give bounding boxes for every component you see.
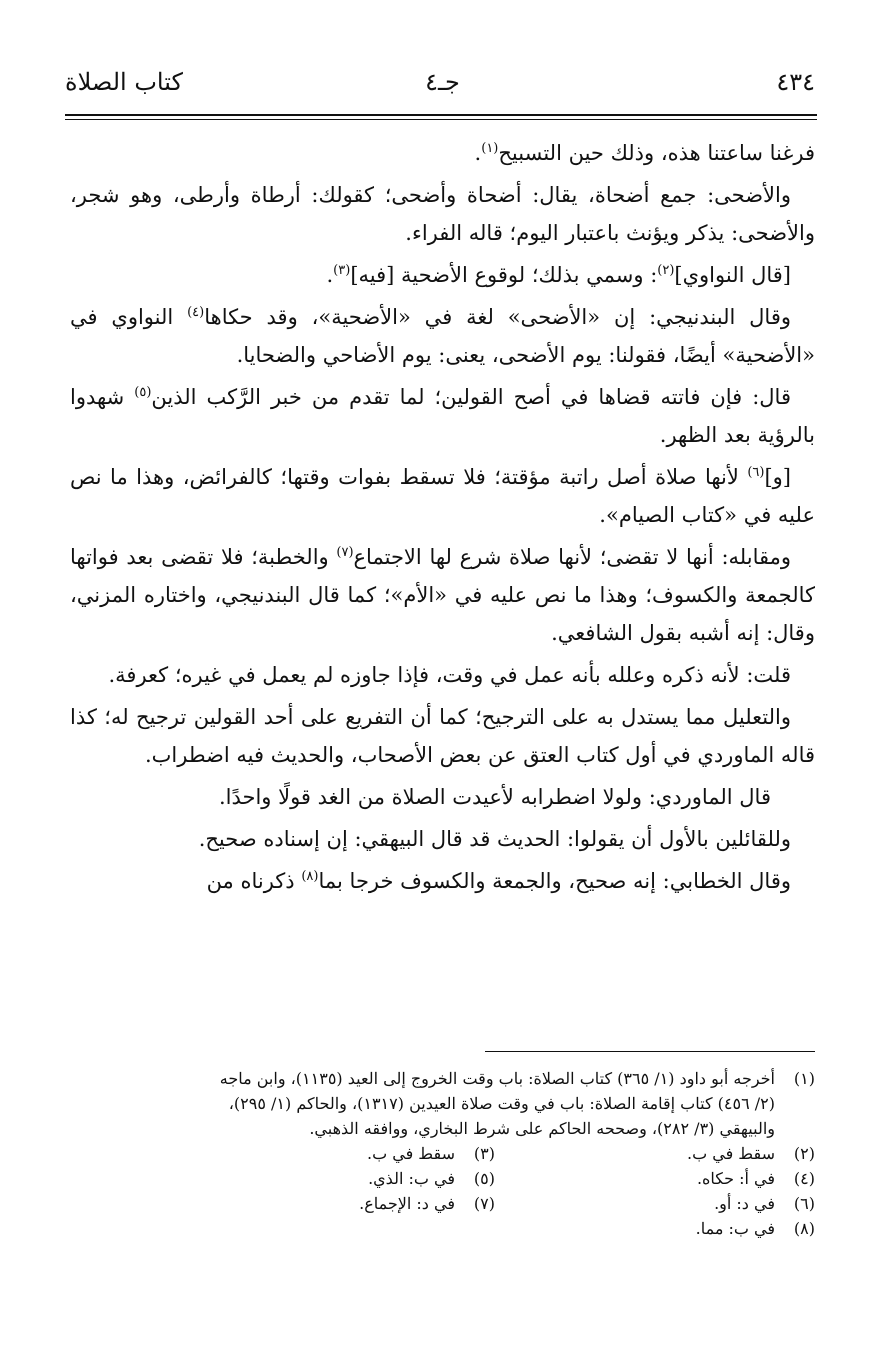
footnote-row [70, 1141, 815, 1166]
footnote-continuation: (٢/ ٤٥٦) كتاب إقامة الصلاة: باب في وقت صلاة العيدين (١٣١٧)، والحاكم (١/ ٢٩٥)، [228, 1094, 775, 1113]
footnote-ref[interactable]: (٨) [301, 869, 319, 884]
footnote-row [70, 1166, 815, 1191]
paragraph: وقال الخطابي: إنه صحيح، والجمعة والكسوف خرجا بما$^{(٨)}$ ذكرناه من [206, 869, 791, 893]
paragraph: والتعليل مما يستدل به على الترجيح؛ كما أن التفريع على أحد القولين ترجيح له؛ كذا قاله الماوردي في أول كتاب العتق عن بعض الأصحاب، والحديث فيه اضطراب. [70, 705, 815, 767]
footnote: (٨)في ب: مما. [695, 1219, 815, 1238]
volume-label: جـ٤ [425, 68, 460, 96]
footnotes [70, 1066, 815, 1241]
footnote-ref[interactable]: (٧) [336, 545, 354, 560]
footnote: (٤)في أ: حكاه. [696, 1169, 815, 1188]
footnote-ref[interactable]: (٢) [657, 263, 675, 278]
main-text [70, 134, 815, 904]
paragraph: قال الماوردي: ولولا اضطرابه لأعيدت الصلاة من الغد قولًا واحدًا. [218, 785, 771, 809]
header-rule [65, 114, 817, 116]
paragraph: [قال النواوي]$^{(٢)}$: وسمي بذلك؛ لوقوع الأضحية [فيه]$^{(٣)}$. [326, 263, 791, 287]
page-number: ٤٣٤ [776, 68, 815, 96]
footnote-ref[interactable]: (١) [481, 141, 499, 156]
paragraph: ومقابله: أنها لا تقضى؛ لأنها صلاة شرع لها الاجتماع$^{(٧)}$ والخطبة؛ فلا تقضى بعد فواتها كالجمعة والكسوف؛ وهذا ما نص عليه في «الأم»؛ كما قال البندنيجي، واختاره المزني، وقال: إنه أشبه بقول الشافعي. [70, 545, 815, 645]
footnote-number: (١) [793, 1069, 815, 1088]
footnote-row [70, 1191, 815, 1216]
footnote-ref[interactable]: (٥) [134, 385, 152, 400]
footnote-continuation: والبيهقي (٣/ ٢٨٢)، وصححه الحاكم على شرط البخاري، ووافقه الذهبي. [309, 1119, 775, 1138]
paragraph: قلت: لأنه ذكره وعلله بأنه عمل في وقت، فإذا جاوزه لم يعمل في غيره؛ كعرفة. [108, 663, 791, 687]
footnote: (٧)في د: الإجماع. [359, 1194, 495, 1213]
footnote-ref[interactable]: (٣) [333, 263, 351, 278]
footnote: (١)أخرجه أبو داود (١/ ٣٦٥) كتاب الصلاة: باب وقت الخروج إلى العيد (١١٣٥)، وابن ماجه [70, 1066, 815, 1091]
footnote-rule [485, 1051, 815, 1052]
footnote-ref[interactable]: (٦) [747, 465, 765, 480]
paragraph: وللقائلين بالأول أن يقولوا: الحديث قد قال البيهقي: إن إسناده صحيح. [198, 827, 791, 851]
paragraph: وقال البندنيجي: إن «الأضحى» لغة في «الأضحية»، وقد حكاها$^{(٤)}$ النواوي في «الأضحية» أيضًا، فقولنا: يوم الأضحى، يعنى: يوم الأضاحي والضحايا. [70, 305, 815, 367]
paragraph: قال: فإن فاتته قضاها في أصح القولين؛ لما تقدم من خبر الرَّكب الذين$^{(٥)}$ شهدوا بالرؤية بعد الظهر. [70, 385, 815, 447]
footnote-row [70, 1216, 815, 1241]
footnote-ref[interactable]: (٤) [187, 305, 205, 320]
footnote: (٢)سقط في ب. [687, 1144, 815, 1163]
footnote: (٥)في ب: الذي. [368, 1169, 495, 1188]
paragraph: والأضحى: جمع أضحاة، يقال: أضحاة وأضحى؛ كقولك: أرطاة وأرطى، وهو شجر، والأضحى: يذكر ويؤنث باعتبار اليوم؛ قاله الفراء. [70, 183, 815, 245]
footnote: (٣)سقط في ب. [367, 1144, 495, 1163]
paragraph: [و]$^{(٦)}$ لأنها صلاة أصل راتبة مؤقتة؛ فلا تسقط بفوات وقتها؛ كالفرائض، وهذا ما نص عليه في «كتاب الصيام». [70, 465, 815, 527]
book-title: كتاب الصلاة [65, 68, 183, 96]
footnote: (٦)في د: أو. [714, 1194, 815, 1213]
header-rule-thin [65, 119, 817, 120]
paragraph: فرغنا ساعتنا هذه، وذلك حين التسبيح$^{(١)}$. [474, 141, 815, 165]
